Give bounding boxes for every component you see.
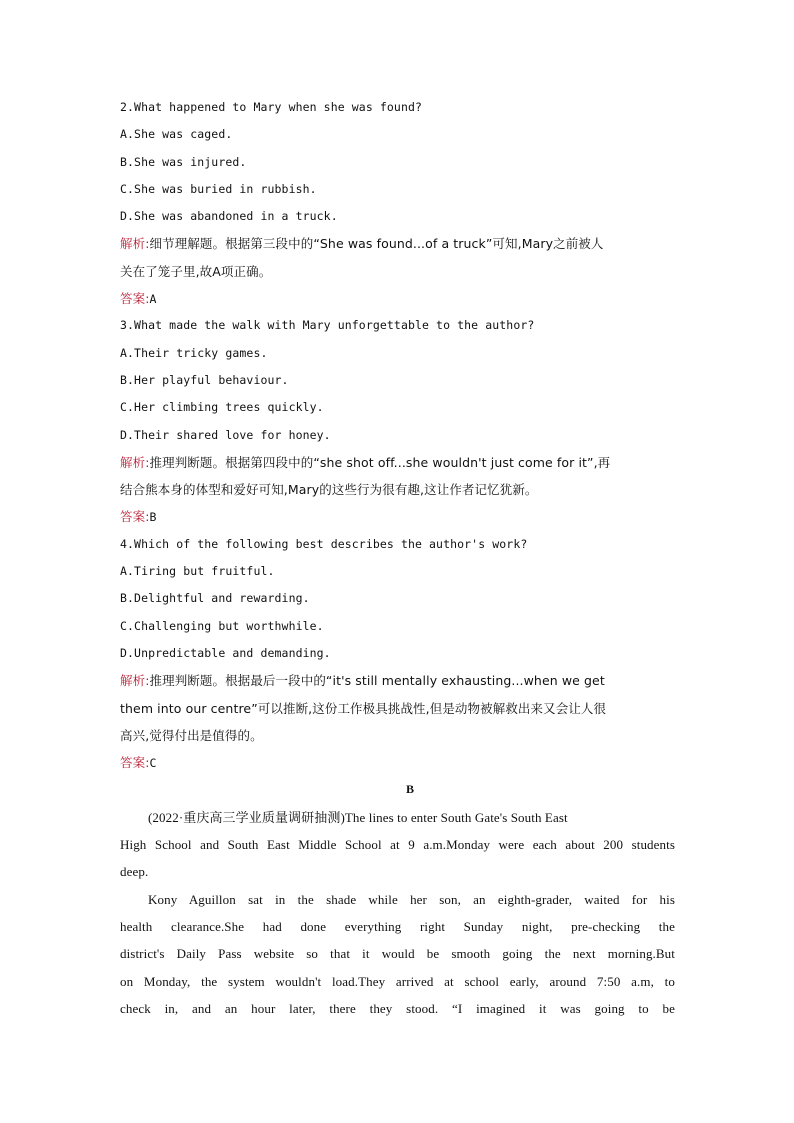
- q4-answer-label: 答案:: [120, 755, 150, 771]
- q3-option-d: D.Their shared love for honey.: [120, 427, 331, 442]
- q4-option-b: B.Delightful and rewarding.: [120, 591, 310, 606]
- q3-analysis-line-2: 结合熊本身的体型和爱好可知,Mary的这些行为很有趣,这让作者记忆犹新。: [120, 482, 538, 498]
- q2-option-b: B.She was injured.: [120, 154, 247, 169]
- q3-analysis-label: 解析:: [120, 454, 150, 470]
- q4-option-c: C.Challenging but worthwhile.: [120, 618, 324, 633]
- q2-analysis-line-2: 关在了笼子里,故A项正确。: [120, 263, 272, 279]
- q4-analysis-line-3: 高兴,觉得付出是值得的。: [120, 727, 263, 743]
- document-content: [120, 94, 680, 1022]
- passage-b-p1-line-2: High School and South East Middle School at 9 a.m.Monday were each about 200 students: [120, 837, 675, 853]
- q2-answer: [120, 285, 680, 312]
- q3-answer: [120, 503, 680, 530]
- q4-option-d: D.Unpredictable and demanding.: [120, 645, 331, 660]
- passage-b-p1-line-1: (2022·重庆高三学业质量调研抽测)The lines to enter South Gate's South East: [148, 809, 568, 825]
- q2-option-a: A.She was caged.: [120, 127, 233, 142]
- q2-option-c: C.She was buried in rubbish.: [120, 181, 317, 196]
- q3-option-a: A.Their tricky games.: [120, 345, 268, 360]
- q2-analysis-text-1: 细节理解题。根据第三段中的“She was found...of a truck”可知,Mary之前被人: [149, 236, 604, 252]
- q3-answer-label: 答案:: [120, 509, 150, 525]
- passage-b-p2-line-5: check in, and an hour later, there they stood. “I imagined it was going to be: [120, 1000, 675, 1016]
- passage-b-p2-line-2: health clearance.She had done everything right Sunday night, pre-checking the: [120, 918, 675, 934]
- q2-option-d: D.She was abandoned in a truck.: [120, 209, 338, 224]
- q3-answer-value: B: [149, 510, 157, 525]
- question-4: 4.Which of the following best describes the author's work?: [120, 536, 528, 551]
- q3-analysis-text-1: 推理判断题。根据第四段中的“she shot off...she wouldn't just come for it”,再: [149, 454, 611, 470]
- question-2: 2.What happened to Mary when she was found?: [120, 100, 423, 114]
- q4-analysis-line-2: them into our centre”可以推断,这份工作极具挑战性,但是动物被解救出来又会让人很: [120, 700, 607, 716]
- q4-answer-value: C: [149, 756, 157, 771]
- q4-analysis-text-1: 推理判断题。根据最后一段中的“it's still mentally exhausting...when we get: [149, 673, 605, 689]
- q2-answer-value: A: [149, 292, 157, 307]
- passage-b-p1-line-3: deep.: [120, 864, 149, 880]
- q2-analysis-label: 解析:: [120, 236, 150, 252]
- q4-analysis-label: 解析:: [120, 673, 150, 689]
- passage-b-p2-line-3: district's Daily Pass website so that it would be smooth going the next morning.But: [120, 946, 675, 962]
- q2-analysis-line-1: [120, 230, 680, 257]
- q3-option-c: C.Her climbing trees quickly.: [120, 400, 324, 415]
- q4-analysis-line-1: [120, 667, 680, 694]
- section-b-heading: B: [405, 782, 415, 797]
- q2-answer-label: 答案:: [120, 291, 150, 307]
- passage-b-p2-line-4: on Monday, the system wouldn't load.They arrived at school early, around 7:50 a.m, to: [120, 973, 675, 989]
- q4-answer: [120, 749, 680, 776]
- q3-option-b: B.Her playful behaviour.: [120, 372, 289, 387]
- question-3: 3.What made the walk with Mary unforgettable to the author?: [120, 318, 535, 333]
- q4-option-a: A.Tiring but fruitful.: [120, 564, 275, 579]
- q3-analysis-line-1: [120, 449, 680, 476]
- passage-b-p2-line-1: Kony Aguillon sat in the shade while her son, an eighth-grader, waited for his: [148, 891, 675, 907]
